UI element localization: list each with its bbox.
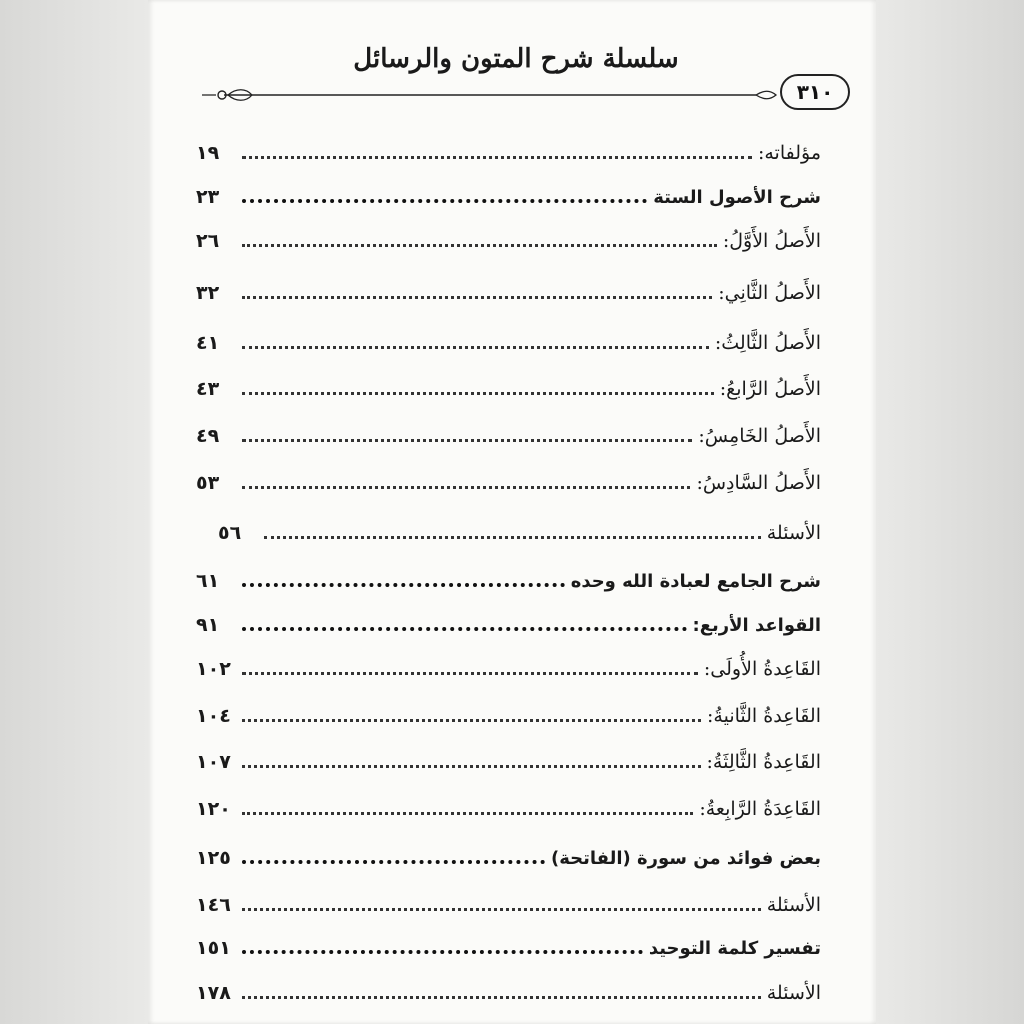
toc-dot-leader bbox=[242, 439, 692, 442]
toc-dot-leader bbox=[242, 950, 643, 954]
toc-dot-leader bbox=[242, 765, 701, 768]
toc-entry-page: ١٤٦ bbox=[196, 894, 231, 916]
toc-dot-leader bbox=[242, 346, 709, 349]
toc-entry-title: القَاعِدةُ الثَّالِثَةُ: bbox=[706, 751, 821, 773]
series-title: سلسلة شرح المتون والرسائل bbox=[353, 44, 679, 74]
toc-dot-leader bbox=[242, 996, 761, 999]
toc-entry-page: ١٢٥ bbox=[196, 847, 231, 869]
toc-dot-leader bbox=[264, 536, 761, 539]
toc-entry-title: مؤلفاته: bbox=[757, 142, 821, 164]
toc-entry-page: ١٩ bbox=[196, 142, 220, 164]
ornamental-rule-icon bbox=[196, 88, 836, 102]
book-page bbox=[148, 0, 876, 1024]
toc-entry-page: ١٢٠ bbox=[196, 798, 231, 820]
toc-entry-page: ١٧٨ bbox=[196, 982, 231, 1004]
toc-dot-leader bbox=[242, 244, 717, 247]
toc-entry-page: ١٠٤ bbox=[196, 705, 231, 727]
toc-dot-leader bbox=[242, 672, 698, 675]
toc-entry-title: شرح الجامع لعبادة الله وحده bbox=[570, 571, 821, 592]
toc-dot-leader bbox=[242, 199, 647, 203]
toc-entry bbox=[196, 172, 821, 212]
toc-entry-title: القَاعِدةُ الأُولَى: bbox=[703, 658, 821, 680]
toc-entry-title: القَاعِدةُ الثَّانيةُ: bbox=[707, 705, 821, 727]
toc-dot-leader bbox=[242, 156, 752, 159]
page-number: ٣١٠ bbox=[780, 74, 850, 110]
toc-entry-title: الأسئلة bbox=[766, 522, 821, 544]
toc-entry-title: الأَصلُ الخَامِسُ: bbox=[698, 425, 821, 447]
toc-dot-leader bbox=[242, 392, 714, 395]
toc-entry bbox=[196, 880, 821, 920]
toc-entry-title: تفسير كلمة التوحيد bbox=[648, 938, 821, 959]
toc-dot-leader bbox=[242, 860, 545, 864]
toc-entry bbox=[196, 458, 821, 498]
toc-entry-page: ١٥١ bbox=[196, 937, 231, 959]
toc-entry-page: ٥٦ bbox=[218, 522, 242, 544]
toc-entry bbox=[196, 508, 821, 548]
toc-entry-title: القَاعِدَةُ الرَّابِعةُ: bbox=[699, 798, 821, 820]
toc-entry bbox=[196, 411, 821, 451]
toc-entry-page: ١٠٢ bbox=[196, 658, 231, 680]
toc-dot-leader bbox=[242, 908, 761, 911]
toc-dot-leader bbox=[242, 627, 687, 631]
toc-entry-title: الأسئلة bbox=[766, 894, 821, 916]
toc-entry bbox=[196, 923, 821, 963]
toc-dot-leader bbox=[242, 719, 701, 722]
toc-entry-page: ٤١ bbox=[196, 332, 220, 354]
book-edge-right bbox=[876, 0, 1024, 1024]
page-header bbox=[196, 40, 836, 110]
toc-entry bbox=[196, 644, 821, 684]
toc-entry-page: ٥٣ bbox=[196, 472, 220, 494]
toc-entry-page: ٩١ bbox=[196, 614, 220, 636]
toc-dot-leader bbox=[242, 486, 690, 489]
book-spine-left bbox=[0, 0, 148, 1024]
toc-entry bbox=[196, 364, 821, 404]
toc-entry-title: الأسئلة bbox=[766, 982, 821, 1004]
toc-entry-page: ٢٦ bbox=[196, 230, 220, 252]
toc-entry bbox=[196, 128, 821, 168]
toc-entry-page: ٦١ bbox=[196, 570, 220, 592]
toc-entry bbox=[196, 968, 821, 1008]
toc-entry-title: الأَصلُ السَّادِسُ: bbox=[696, 472, 821, 494]
toc-entry bbox=[196, 833, 821, 873]
toc-entry bbox=[196, 216, 821, 256]
toc-dot-leader bbox=[242, 812, 693, 815]
toc-entry-title: شرح الأصول الستة bbox=[653, 187, 821, 208]
toc-entry-page: ٢٣ bbox=[196, 186, 220, 208]
toc-entry bbox=[196, 318, 821, 358]
toc-entry-page: ٤٩ bbox=[196, 425, 220, 447]
toc-dot-leader bbox=[242, 296, 712, 299]
toc-entry-title: بعض فوائد من سورة (الفاتحة) bbox=[551, 848, 821, 869]
toc-entry-page: ٤٣ bbox=[196, 378, 220, 400]
toc-entry-page: ١٠٧ bbox=[196, 751, 231, 773]
toc-entry-title: الأَصلُ الرَّابعُ: bbox=[719, 378, 821, 400]
toc-entry bbox=[196, 268, 821, 308]
toc-entry-page: ٣٢ bbox=[196, 282, 220, 304]
toc-entry bbox=[196, 737, 821, 777]
toc-entry-title: الأَصلُ الأَوَّلُ: bbox=[722, 230, 821, 252]
toc-entry bbox=[196, 600, 821, 640]
toc-entry-title: الأَصلُ الثَّالِثُ: bbox=[714, 332, 821, 354]
toc-entry bbox=[196, 556, 821, 596]
toc-entry-title: الأَصلُ الثَّانِي: bbox=[718, 282, 821, 304]
toc-entry bbox=[196, 691, 821, 731]
toc-dot-leader bbox=[242, 583, 565, 587]
toc-entry-title: القواعد الأربع: bbox=[692, 615, 821, 636]
toc-entry bbox=[196, 784, 821, 824]
